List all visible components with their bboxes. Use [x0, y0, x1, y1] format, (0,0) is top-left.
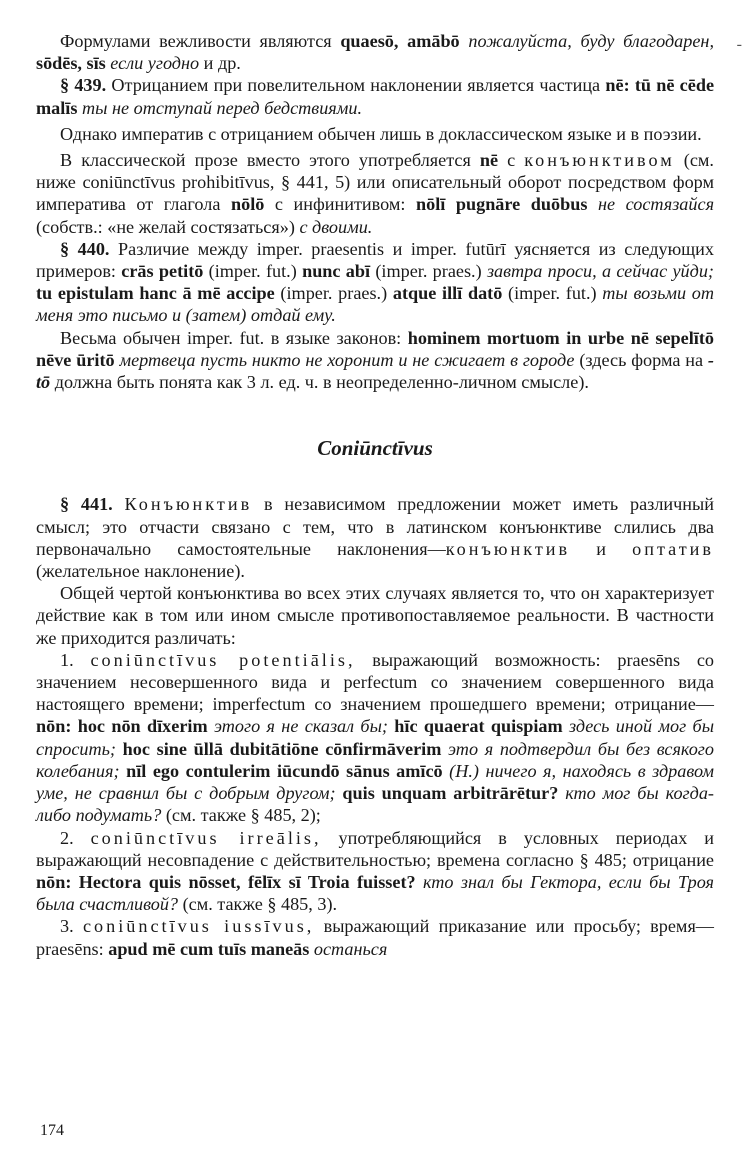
paragraph-iussivus: 3. coniūnctīvus iussīvus, выражающий приказание или просьбу; время—praesēns: apud mē cum tuīs maneās останься — [36, 916, 714, 959]
paragraph-440: § 440. Различие между imper. praesentis и imper. futūrī уясняется из следующих примеров: crās petitō (imper. fut.) nunc abī (imper. praes.) завтра проси, а сейчас уйди; tu epistulam hanc ā mē accipe (imper. praes.) atque illī datō (imper. fut.) ты возьми от меня это письмо и (затем) отдай ему. — [36, 238, 714, 326]
paragraph-potentialis: 1. coniūnctīvus potentiālis, выражающий возможность: praesēns со значением несовершенного вида и perfectum со значением совершенного вида настоящего времени; imperfectum со значением прошедшего времени; отрицание—nōn: hoc nōn dīxerim этого я не сказал бы; hīc quaerat quispiam здесь иной мог бы спросить; hoc sine ūllā dubitātiōne cōnfirmāverim это я подтвердил бы без всякого колебания; nīl ego contulerim iūcundō sānus amīcō (H.) ничего я, находясь в здравом уме, не сравнил бы с добрым другом; quis unquam arbitrārētur? кто мог бы когда-либо подумать? (см. также § 485, 2); — [36, 649, 715, 826]
paragraph-classical-prose: В классической прозе вместо этого употребляется nē с конъюнктивом (см. ниже coniūnctīvus prohibitīvus, § 441, 5) или описательный оборот посредством форм императива от глагола nōlō с инфинитивом: nōlī pugnāre duōbus не состязайся (собств.: «не желай состязаться») с двоими. — [36, 150, 715, 237]
page-body — [36, 30, 714, 960]
page-number: 174 — [40, 1122, 64, 1139]
paragraph-irrealis: 2. coniūnctīvus irreālis, употребляющийся в условных периодах и выражающий несовпадение с действительностью; времена согласно § 485; отрицание nōn: Hectora quis nōsset, fēlīx sī Troia fuisset? кто знал бы Гектора, если бы Троя была счастливой? (см. также § 485, 3). — [36, 827, 715, 915]
section-number: § 439. — [60, 75, 107, 96]
paragraph-imperative-poetry: Однако императив с отрицанием обычен лишь в доклассическом языке и в поэзии. — [60, 123, 702, 144]
section-title: Coniūnctīvus — [317, 436, 433, 461]
paragraph-laws: Весьма обычен imper. fut. в языке законов: hominem mortuom in urbe nē sepelītō nēve ūritō мертвеца пусть никто не хоронит и не сжигает в городе (здесь форма на -tō должна быть понята как 3 л. ед. ч. в неопределенно-личном смысле). — [36, 327, 714, 393]
section-number: § 441. — [60, 494, 113, 515]
margin-mark: - — [736, 36, 742, 53]
paragraph-441: § 441. Конъюнктив в независимом предложении может иметь различный смысл; это отчасти связано с тем, что в латинском конъюнктиве слились два первоначально самостоятельные наклонения—конъюнктив и оптатив (желательное наклонение). — [36, 494, 714, 582]
paragraph-politeness: Формулами вежливости являются quaesō, amābō пожалуйста, буду благодарен, sōdēs, sīs если угодно и др. — [36, 31, 715, 74]
section-number: § 440. — [60, 238, 110, 259]
paragraph-439: § 439. Отрицанием при повелительном наклонении является частица nē: tū nē cēde malīs ты не отступай перед бедствиями. — [36, 75, 715, 118]
paragraph-common-feature: Общей чертой конъюнктива во всех этих случаях является то, что он характеризует действие как в том или ином смысле противопоставляемое реальности. В частности же приходится различать: — [36, 583, 714, 648]
